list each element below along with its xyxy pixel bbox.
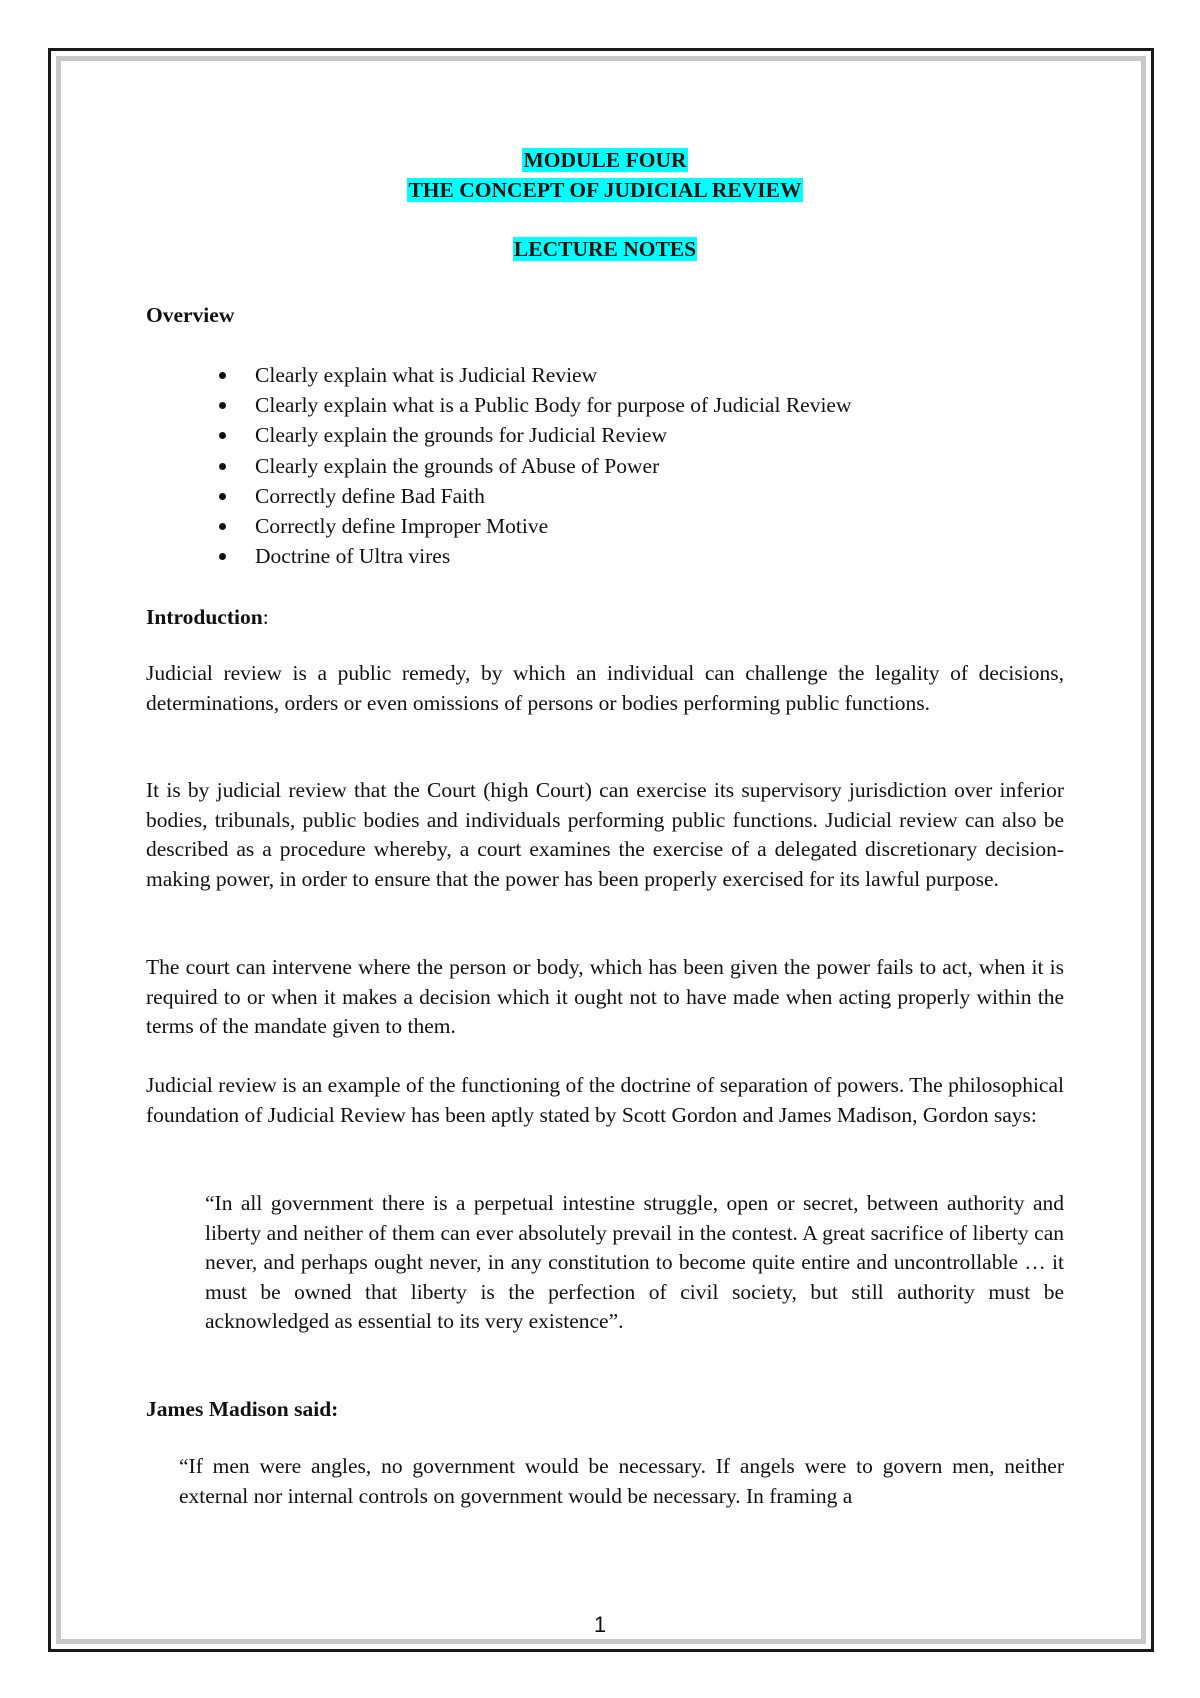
overview-label: Overview	[146, 303, 235, 327]
module-heading-text: MODULE FOUR	[523, 148, 687, 172]
introduction-label-text: Introduction	[146, 605, 263, 629]
list-item-text: Doctrine of Ultra vires	[255, 544, 451, 569]
intro-paragraph-4: Judicial review is an example of the functioning of the doctrine of separation of powers. The philosophical foundation of Judicial Review has been aptly stated by Scott Gordon and James Madison, Gordon says:	[146, 1073, 1064, 1127]
module-heading	[146, 147, 1064, 173]
bullet-icon	[219, 372, 226, 379]
list-item	[146, 360, 1064, 390]
bullet-icon	[219, 553, 226, 560]
list-item	[146, 511, 1064, 541]
list-item	[146, 541, 1064, 571]
lecture-notes-heading	[146, 236, 1064, 262]
list-item-text: Clearly explain what is a Public Body for purpose of Judicial Review	[255, 393, 852, 418]
list-item	[146, 390, 1064, 420]
madison-label: James Madison said:	[146, 1397, 339, 1421]
title-heading	[146, 177, 1064, 203]
list-item	[146, 420, 1064, 450]
list-item-text: Correctly define Bad Faith	[255, 483, 485, 508]
list-item-text: Clearly explain the grounds for Judicial Review	[255, 423, 667, 448]
page-number: 1	[593, 1612, 607, 1637]
gordon-quote: “In all government there is a perpetual intestine struggle, open or secret, between authority and liberty and neither of them can ever absolutely prevail in the contest. A great sacrifice of liberty can never, and perhaps ought never, in any constitution to become quite entire and uncontrollable … it must be owned that liberty is the perfection of civil society, but still authority must be acknowledged as essential to its very existence”.	[205, 1191, 1064, 1333]
intro-paragraph-2: It is by judicial review that the Court (high Court) can exercise its supervisory jurisdiction over inferior bodies, tribunals, public bodies and individuals performing public functions. Judicial review can also be described as a procedure whereby, a court examines the exercise of a delegated discretionary decision-making power, in order to ensure that the power has been properly exercised for its lawful purpose.	[146, 778, 1064, 891]
bullet-icon	[219, 523, 226, 530]
bullet-icon	[219, 493, 226, 500]
intro-paragraph-1: Judicial review is a public remedy, by which an individual can challenge the legality of decisions, determinations, orders or even omissions of persons or bodies performing public functions.	[146, 661, 1064, 715]
overview-list	[146, 360, 1064, 571]
introduction-label-colon: :	[262, 605, 269, 629]
lecture-notes-heading-text: LECTURE NOTES	[513, 237, 697, 261]
introduction-label	[146, 604, 269, 630]
document-page	[146, 0, 1064, 1698]
list-item	[146, 451, 1064, 481]
list-item-text: Correctly define Improper Motive	[255, 513, 549, 538]
bullet-icon	[219, 402, 226, 409]
madison-quote: “If men were angles, no government would be necessary. If angels were to govern men, neither external nor internal controls on government would be necessary. In framing a	[179, 1454, 1064, 1508]
intro-paragraph-3: The court can intervene where the person or body, which has been given the power fails to act, when it is required to or when it makes a decision which it ought not to have made when acting properly within the terms of the mandate given to them.	[146, 955, 1064, 1038]
bullet-icon	[219, 432, 226, 439]
title-heading-text: THE CONCEPT OF JUDICIAL REVIEW	[408, 178, 802, 202]
list-item-text: Clearly explain the grounds of Abuse of Power	[255, 453, 660, 478]
bullet-icon	[219, 463, 226, 470]
list-item	[146, 481, 1064, 511]
list-item-text: Clearly explain what is Judicial Review	[255, 363, 598, 387]
